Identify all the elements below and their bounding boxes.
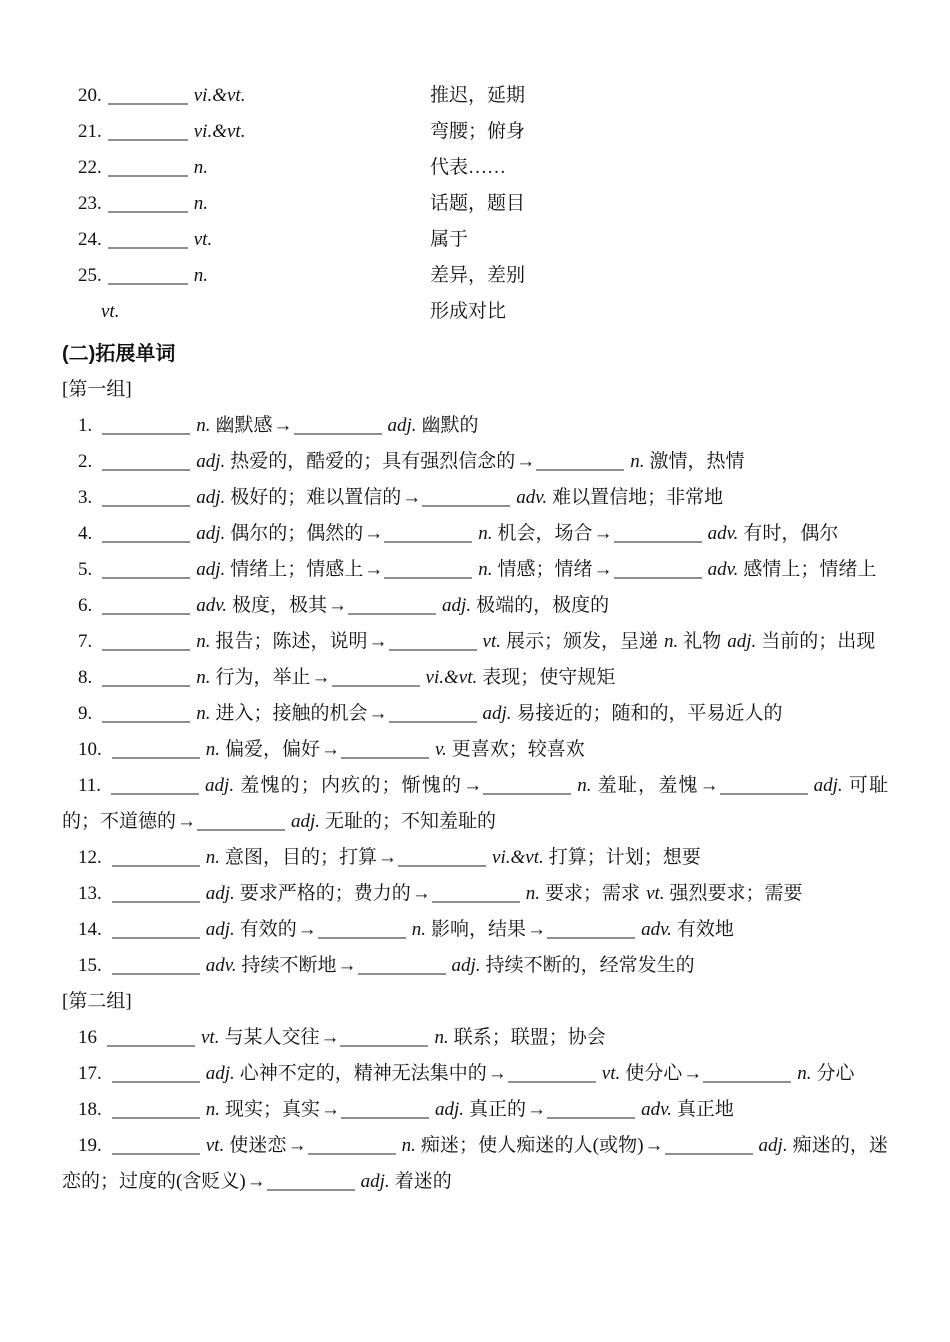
arrow-icon: → [328, 595, 348, 616]
blank-line [614, 558, 702, 579]
meaning-text: 持续不断的，经常发生的 [485, 955, 695, 976]
blank-line [102, 414, 190, 435]
pos-label: n. [401, 1135, 416, 1156]
pos-label: n. [196, 631, 211, 652]
pos-label: n. [411, 919, 427, 940]
meaning-text: 影响，结果 [431, 919, 527, 940]
vocab-item [62, 948, 888, 984]
pos-label: n. [434, 1027, 449, 1048]
meaning-text: 礼物 [683, 631, 722, 652]
vocab-row-left [62, 186, 430, 222]
blank-line [111, 774, 199, 795]
blank-line [108, 120, 188, 141]
item-number: 10. [78, 739, 102, 760]
vocab-row-left [62, 222, 430, 258]
pos-label: n. [205, 739, 220, 760]
meaning-text: 要求严格的；费力的 [239, 883, 411, 904]
blank-line [508, 1062, 596, 1083]
arrow-icon: → [699, 775, 719, 796]
pos-label: n. [797, 1063, 812, 1084]
meaning-text: 当前的；出现 [761, 631, 876, 652]
arrow-icon: → [411, 883, 431, 904]
meaning-text: 进入；接触的机会 [215, 703, 368, 724]
blank-line [341, 738, 429, 759]
arrow-icon: → [246, 1171, 266, 1192]
arrow-icon: → [368, 631, 388, 652]
item-number: 17. [78, 1063, 102, 1084]
item-number: 15. [78, 955, 102, 976]
meaning-text: 羞愧的；内疚的；惭愧的 [239, 775, 463, 796]
blank-line [108, 264, 188, 285]
arrow-icon: → [337, 955, 357, 976]
pos-label: vt. [205, 1135, 225, 1156]
blank-line [108, 192, 188, 213]
arrow-icon: → [177, 811, 197, 832]
pos-label: n. [193, 157, 208, 178]
group-label-1: [第一组] [62, 379, 132, 400]
meaning-text: 更喜欢；较喜欢 [451, 739, 585, 760]
meaning-text: 痴迷的，迷恋的；过度的(含贬义) [62, 1135, 888, 1192]
meaning-text: 热爱的，酷爱的；具有强烈信念的 [230, 451, 516, 472]
meaning-text: 联系；联盟；协会 [453, 1027, 606, 1048]
item-number: 23. [78, 193, 102, 214]
item-number: 2. [78, 451, 93, 472]
vocab-item [62, 696, 888, 732]
pos-label: n. [196, 703, 211, 724]
vocab-item [62, 552, 888, 588]
blank-line [267, 1170, 355, 1191]
blank-line [102, 630, 190, 651]
pos-label: adv. [707, 559, 739, 580]
pos-label: n. [525, 883, 541, 904]
pos-label: vt. [482, 631, 501, 652]
blank-line [384, 522, 472, 543]
meaning-text: 机会，场合 [497, 523, 593, 544]
meaning-text: 行为，举止 [215, 667, 311, 688]
vocab-row [62, 150, 888, 186]
pos-label: n. [205, 1099, 220, 1120]
vocab-item [62, 660, 888, 696]
pos-label: vi.&vt. [193, 121, 246, 142]
pos-label: adv. [641, 919, 672, 940]
blank-line [112, 1098, 200, 1119]
item-number: 4. [78, 523, 93, 544]
pos-label: adj. [758, 1135, 788, 1156]
vocab-item [62, 444, 888, 480]
pos-label: adj. [205, 919, 235, 940]
meaning-text: 现实；真实 [225, 1099, 321, 1120]
blank-line [102, 522, 190, 543]
vocab-item [62, 732, 888, 768]
pos-label: adj. [727, 631, 757, 652]
meaning-text: 打算；计划；想要 [548, 847, 701, 868]
item-number: 20. [78, 85, 102, 106]
vocab-row [62, 186, 888, 222]
pos-label: adv. [516, 487, 548, 508]
item-number: 12. [78, 847, 102, 868]
pos-label: adj. [291, 811, 321, 832]
item-number: 6. [78, 595, 93, 616]
meaning-text: 差异，差别 [430, 265, 526, 286]
vocab-row [62, 258, 888, 294]
pos-label: adj. [387, 415, 417, 436]
item-number: 5. [78, 559, 93, 580]
meaning-text: 情绪上；情感上 [230, 559, 364, 580]
arrow-icon: → [287, 1135, 307, 1156]
item-number: 13. [78, 883, 102, 904]
pos-label: adj. [196, 523, 226, 544]
pos-meaning-list [62, 78, 888, 330]
vocab-row-left [62, 114, 430, 150]
vocab-item [62, 1056, 888, 1092]
arrow-icon: → [593, 559, 613, 580]
meaning-text: 意图，目的；打算 [225, 847, 378, 868]
meaning-text: 使分心 [625, 1063, 683, 1084]
arrow-icon: → [364, 559, 384, 580]
blank-line [422, 486, 510, 507]
item-number: 8. [78, 667, 93, 688]
vocab-row [62, 294, 888, 330]
arrow-icon: → [321, 1099, 341, 1120]
meaning-text: 真正地 [676, 1099, 734, 1120]
blank-line [112, 846, 200, 867]
item-number: 14. [78, 919, 102, 940]
blank-line [483, 774, 571, 795]
vocab-row [62, 222, 888, 258]
pos-label: n. [193, 193, 208, 214]
vocab-item [62, 1020, 888, 1056]
pos-label: adj. [451, 955, 481, 976]
vocab-item [62, 624, 888, 660]
item-number: 1. [78, 415, 93, 436]
pos-label: vt. [193, 229, 213, 250]
blank-line [294, 414, 382, 435]
blank-line [112, 1062, 200, 1083]
blank-line [341, 1098, 429, 1119]
item-number: 18. [78, 1099, 102, 1120]
meaning-text: 真正的 [469, 1099, 527, 1120]
item-number: 19. [78, 1135, 102, 1156]
meaning-text: 代表…… [430, 157, 507, 178]
pos-label: adv. [641, 1099, 672, 1120]
vocab-row-left [62, 150, 430, 186]
blank-line [108, 228, 188, 249]
meaning-text: 幽默感 [215, 415, 273, 436]
blank-line [332, 666, 420, 687]
vocab-item [62, 408, 888, 444]
item-number: 21. [78, 121, 102, 142]
pos-label: n. [478, 523, 493, 544]
meaning-text: 心神不定的，精神无法集中的 [239, 1063, 487, 1084]
pos-label: adj. [205, 883, 235, 904]
item-number: 11. [78, 775, 102, 796]
blank-line [389, 630, 477, 651]
meaning-text: 难以置信地；非常地 [552, 487, 724, 508]
meaning-text: 偏爱，偏好 [225, 739, 321, 760]
blank-line [547, 1098, 635, 1119]
pos-label: adj. [205, 1063, 235, 1084]
meaning-text: 可耻的；不道德的 [62, 775, 888, 832]
pos-label: vi.&vt. [193, 85, 246, 106]
vocab-row [62, 114, 888, 150]
pos-label: n. [478, 559, 493, 580]
vocab-item [62, 1128, 888, 1200]
meaning-text: 情感；情绪 [497, 559, 593, 580]
pos-label: vt. [601, 1063, 621, 1084]
pos-label: vi.&vt. [492, 847, 544, 868]
meaning-text: 极端的，极度的 [476, 595, 610, 616]
meaning-text: 幽默的 [421, 415, 479, 436]
arrow-icon: → [527, 1099, 547, 1120]
pos-label: n. [630, 451, 645, 472]
pos-label: n. [205, 847, 220, 868]
meaning-text: 持续不断地 [241, 955, 337, 976]
blank-line [102, 702, 190, 723]
meaning-text: 分心 [816, 1063, 855, 1084]
group-1-items [62, 408, 888, 984]
vocab-item [62, 1092, 888, 1128]
arrow-icon: → [311, 667, 331, 688]
meaning-text: 着迷的 [394, 1171, 452, 1192]
blank-line [102, 666, 190, 687]
arrow-icon: → [368, 703, 388, 724]
pos-label: n. [196, 415, 211, 436]
vocab-row-left [62, 78, 430, 114]
meaning-text: 感情上；情绪上 [743, 559, 877, 580]
vocab-item [62, 480, 888, 516]
blank-line [703, 1062, 791, 1083]
blank-line [720, 774, 808, 795]
blank-line [102, 558, 190, 579]
blank-line [112, 1134, 200, 1155]
vocab-row [62, 78, 888, 114]
blank-line [108, 156, 188, 177]
vocab-item [62, 840, 888, 876]
pos-label: adv. [707, 523, 739, 544]
pos-label: v. [435, 739, 447, 760]
blank-line [384, 558, 472, 579]
meaning-text: 痴迷；使人痴迷的人(或物) [420, 1135, 644, 1156]
arrow-icon: → [593, 523, 613, 544]
arrow-icon: → [297, 919, 317, 940]
item-number: 25. [78, 265, 102, 286]
arrow-icon: → [527, 919, 547, 940]
arrow-icon: → [683, 1063, 703, 1084]
group-2-items [62, 1020, 888, 1200]
pos-label: adv. [205, 955, 237, 976]
blank-line [358, 954, 446, 975]
pos-label: vi.&vt. [425, 667, 478, 688]
pos-label: adv. [196, 595, 228, 616]
meaning-text: 无耻的；不知羞耻的 [325, 811, 497, 832]
vocab-item [62, 876, 888, 912]
blank-line [389, 702, 477, 723]
blank-line [547, 918, 635, 939]
meaning-text: 话题，题目 [430, 193, 526, 214]
meaning-text: 要求；需求 [545, 883, 641, 904]
meaning-text: 形成对比 [430, 301, 507, 322]
meaning-text: 有时，偶尔 [743, 523, 839, 544]
blank-line [112, 738, 200, 759]
blank-line [398, 846, 486, 867]
arrow-icon: → [644, 1135, 664, 1156]
blank-line [112, 882, 200, 903]
blank-line [308, 1134, 396, 1155]
pos-label: adj. [482, 703, 512, 724]
meaning-text: 表现；使守规矩 [482, 667, 616, 688]
blank-line [665, 1134, 753, 1155]
meaning-text: 激情，热情 [649, 451, 745, 472]
arrow-icon: → [321, 739, 341, 760]
pos-label: n. [193, 265, 208, 286]
arrow-icon: → [364, 523, 384, 544]
arrow-icon: → [516, 451, 536, 472]
pos-label: vt. [101, 301, 120, 322]
pos-label: adj. [360, 1171, 390, 1192]
blank-line [432, 882, 520, 903]
blank-line [318, 918, 406, 939]
pos-label: vt. [201, 1027, 220, 1048]
vocab-item [62, 912, 888, 948]
pos-label: adj. [196, 559, 226, 580]
blank-line [340, 1026, 428, 1047]
meaning-text: 与某人交往 [224, 1027, 320, 1048]
group-label-2: [第二组] [62, 991, 132, 1012]
pos-label: adj. [205, 775, 235, 796]
meaning-text: 弯腰；俯身 [430, 121, 526, 142]
arrow-icon: → [487, 1063, 507, 1084]
pos-label: adj. [196, 451, 226, 472]
meaning-text: 属于 [430, 229, 469, 250]
blank-line [102, 486, 190, 507]
vocab-row-left [62, 258, 430, 294]
blank-line [112, 918, 200, 939]
meaning-text: 羞耻，羞愧 [596, 775, 699, 796]
arrow-icon: → [378, 847, 398, 868]
item-number: 16 [78, 1027, 97, 1048]
blank-line [102, 594, 190, 615]
item-number: 22. [78, 157, 102, 178]
pos-label: n. [196, 667, 211, 688]
item-number: 3. [78, 487, 93, 508]
meaning-text: 极好的；难以置信的 [230, 487, 402, 508]
vocab-item [62, 588, 888, 624]
meaning-text: 有效地 [676, 919, 734, 940]
blank-line [197, 810, 285, 831]
arrow-icon: → [402, 487, 422, 508]
vocab-item [62, 768, 888, 840]
pos-label: vt. [646, 883, 665, 904]
meaning-text: 有效的 [239, 919, 297, 940]
arrow-icon: → [273, 415, 293, 436]
pos-label: adj. [442, 595, 472, 616]
arrow-icon: → [320, 1027, 340, 1048]
pos-label: adj. [435, 1099, 465, 1120]
blank-line [112, 954, 200, 975]
meaning-text: 偶尔的；偶然的 [230, 523, 364, 544]
meaning-text: 报告；陈述，说明 [215, 631, 368, 652]
blank-line [108, 84, 188, 105]
pos-label: adj. [813, 775, 843, 796]
meaning-text: 推迟，延期 [430, 85, 526, 106]
blank-line [107, 1026, 195, 1047]
vocab-row-left [62, 294, 430, 330]
arrow-icon: → [463, 775, 483, 796]
meaning-text: 强烈要求；需要 [669, 883, 803, 904]
item-number: 7. [78, 631, 93, 652]
pos-label: n. [664, 631, 679, 652]
meaning-text: 易接近的；随和的，平易近人的 [516, 703, 783, 724]
blank-line [102, 450, 190, 471]
item-number: 9. [78, 703, 93, 724]
pos-label: adj. [196, 487, 226, 508]
meaning-text: 极度，极其 [232, 595, 328, 616]
vocab-item [62, 516, 888, 552]
blank-line [536, 450, 624, 471]
pos-label: n. [577, 775, 592, 796]
blank-line [614, 522, 702, 543]
meaning-text: 展示；颁发，呈递 [505, 631, 658, 652]
blank-line [348, 594, 436, 615]
section-heading: (二)拓展单词 [62, 343, 176, 365]
meaning-text: 使迷恋 [229, 1135, 287, 1156]
item-number: 24. [78, 229, 102, 250]
